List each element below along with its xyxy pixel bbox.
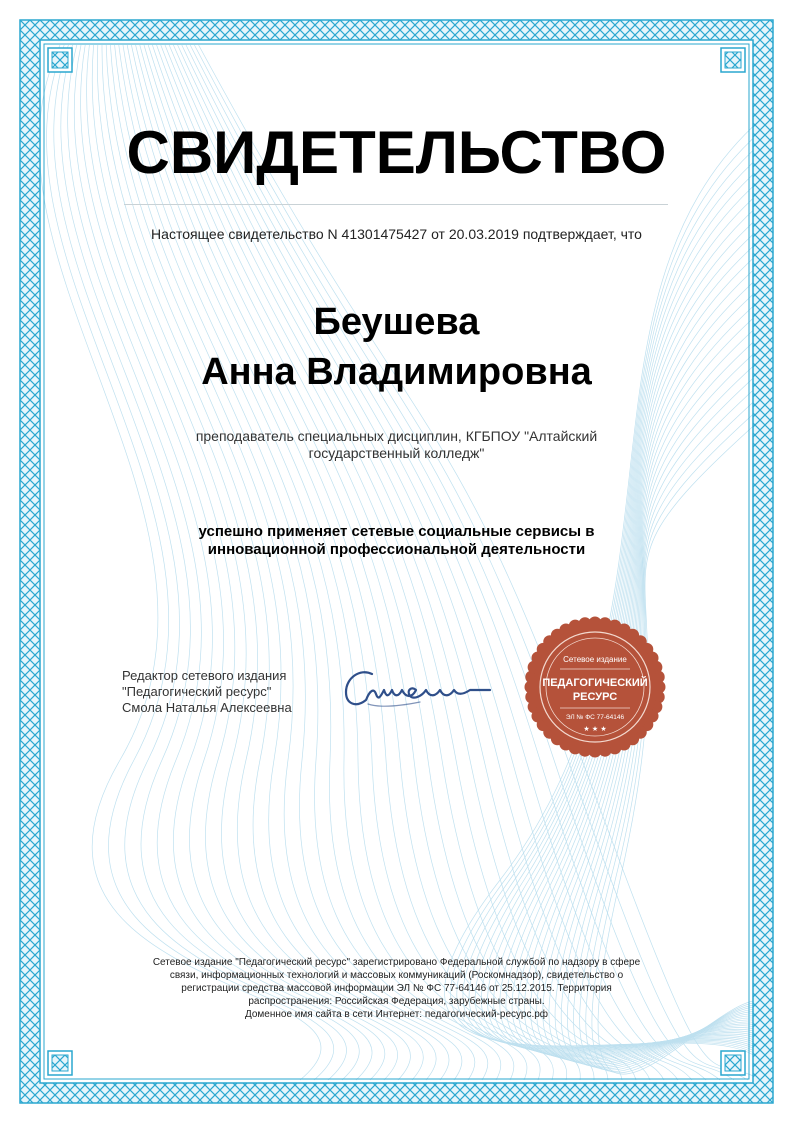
certificate-intro-text: Настоящее свидетельство N 41301475427 от 20.03.2019 подтверждает, что: [151, 226, 642, 242]
title-divider: [124, 204, 668, 205]
footer-line: Сетевое издание "Педагогический ресурс" зарегистрировано Федеральной службой по надзору в сфере: [152, 957, 641, 968]
recipient-position: преподаватель специальных дисциплин, КГБПОУ "Алтайский государственный колледж": [195, 428, 598, 461]
footer-line: регистрации средства массовой информации ЭЛ № ФС 77-64146 от 25.12.2015. Территория: [181, 983, 612, 994]
footer-line: Доменное имя сайта в сети Интернет: педагогический-ресурс.рф: [244, 1009, 549, 1020]
footer-line: связи, информационных технологий и массовых коммуникаций (Роскомнадзор), свидетельство о: [169, 970, 624, 981]
certificate-title: СВИДЕТЕЛЬСТВО: [126, 119, 667, 186]
seal-stars: ★ ★ ★: [583, 725, 607, 733]
editor-name: Смола Наталья Алексеевна: [122, 700, 292, 715]
registration-footer: [118, 956, 675, 1021]
editor-block: [122, 668, 332, 716]
recipient-surname: Беушева: [313, 301, 480, 343]
footer-line: распространения: Российская Федерация, зарубежные страны.: [248, 996, 545, 1007]
seal-main-line2: РЕСУРС: [572, 691, 618, 703]
recipient-name: [0, 297, 793, 397]
seal-main-line1: ПЕДАГОГИЧЕСКИЙ: [542, 677, 648, 689]
seal-registration: ЭЛ № ФС 77-64146: [565, 714, 625, 721]
signature-image: [340, 660, 500, 720]
editor-role: Редактор сетевого издания: [122, 668, 287, 683]
publication-seal: [520, 612, 670, 762]
achievement-text: успешно применяет сетевые социальные сервисы в инновационной профессиональной деятельности: [198, 523, 595, 558]
editor-publication: "Педагогический ресурс": [122, 684, 272, 699]
recipient-given-names: Анна Владимировна: [201, 351, 592, 393]
seal-top-text: Сетевое издание: [563, 655, 627, 664]
